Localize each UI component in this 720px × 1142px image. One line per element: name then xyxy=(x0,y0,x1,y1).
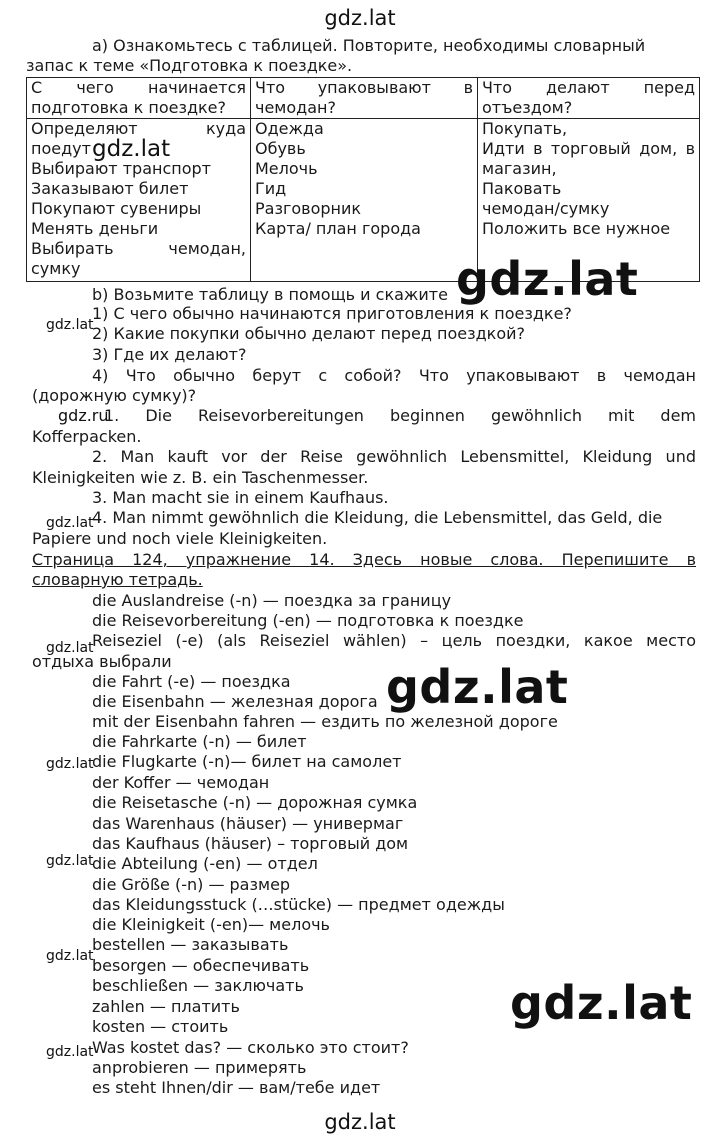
answer-1-line-2: Kofferpacken. xyxy=(32,427,142,446)
watermark-small-1: gdz.lat xyxy=(46,317,94,333)
watermark-small-4: gdz.lat xyxy=(46,756,94,772)
answer-2-line-1: 2. Man kauft vor der Reise gewöhnlich Lebensmittel, Kleidung und xyxy=(92,447,696,466)
answer-3: 3. Man macht sie in einem Kaufhaus. xyxy=(92,488,389,507)
vocab-item: die Reisevorbereitung (-en) — подготовка к поездке xyxy=(92,611,524,630)
table-header-cell xyxy=(478,78,700,119)
cell-line: Покупают сувениры xyxy=(31,199,202,218)
vocab-item: das Kleidungsstuck (…stücke) — предмет одежды xyxy=(92,895,505,914)
watermark-table-overlay: gdz.lat xyxy=(92,136,171,162)
table-header-row xyxy=(27,78,700,119)
cell-line: чемодан/сумку xyxy=(482,199,610,218)
cell-line: Карта/ план города xyxy=(255,219,421,238)
cell-line: Одежда xyxy=(255,119,324,138)
cell-line: Мелочь xyxy=(255,159,318,178)
header-text: С чего начинается xyxy=(31,78,246,97)
vocab-item: Was kostet das? — сколько это стоит? xyxy=(92,1038,409,1057)
watermark-large-3: gdz.lat xyxy=(510,976,693,1030)
watermark-large-1: gdz.lat xyxy=(456,252,639,306)
question-2: 2) Какие покупки обычно делают перед поездкой? xyxy=(92,324,526,343)
vocab-item: die Abteilung (-en) — отдел xyxy=(92,854,318,873)
exercise-heading-line-1: Страница 124, упражнение 14. Здесь новые слова. Перепишите в xyxy=(32,550,696,569)
vocab-item: die Größe (-n) — размер xyxy=(92,875,291,894)
question-4-line-2: (дорожную сумку)? xyxy=(32,386,197,405)
cell-line: Выбирают транспорт xyxy=(31,159,211,178)
cell-line: поедут xyxy=(31,139,91,158)
cell-line: Гид xyxy=(255,179,287,198)
vocab-item: es steht Ihnen/dir — вам/тебе идет xyxy=(92,1078,381,1097)
vocab-item: zahlen — платить xyxy=(92,997,240,1016)
header-text: отъездом? xyxy=(482,98,573,117)
watermark-small-5: gdz.lat xyxy=(46,853,94,869)
intro-line-1: a) Ознакомьтесь с таблицей. Повторите, необходимы словарный xyxy=(92,36,646,55)
vocab-item: beschließen — заключать xyxy=(92,976,304,995)
question-3: 3) Где их делают? xyxy=(92,345,247,364)
cell-line: сумку xyxy=(31,259,81,278)
cell-line: Выбирать чемодан, xyxy=(31,239,246,258)
exercise-heading-line-2: словарную тетрадь. xyxy=(32,570,203,589)
intro-line-2: запас к теме «Подготовка к поездке». xyxy=(26,56,353,75)
watermark-small-2: gdz.lat xyxy=(46,515,94,531)
watermark-small-3: gdz.lat xyxy=(46,640,94,656)
cell-line: Идти в торговый дом, в xyxy=(482,139,695,158)
cell-line: Положить все нужное xyxy=(482,219,671,238)
vocab-item: die Kleinigkeit (-en)— мелочь xyxy=(92,915,330,934)
header-text: Что делают перед xyxy=(482,78,695,97)
cell-line: Менять деньги xyxy=(31,219,159,238)
vocab-item: anprobieren — примерять xyxy=(92,1058,307,1077)
table-header-cell xyxy=(251,78,478,119)
header-text: Что упаковывают в xyxy=(255,78,473,97)
vocab-item: bestellen — заказывать xyxy=(92,935,289,954)
vocab-item: mit der Eisenbahn fahren — ездить по железной дороге xyxy=(92,712,558,731)
vocab-item: отдыха выбрали xyxy=(32,652,172,671)
watermark-ru: gdz.ru xyxy=(58,406,109,425)
question-1: 1) С чего обычно начинаются приготовления к поездке? xyxy=(92,304,572,323)
watermark-bottom: gdz.lat xyxy=(324,1110,396,1134)
header-text: чемодан? xyxy=(255,98,336,117)
vocab-item: die Fahrkarte (-n) — билет xyxy=(92,732,307,751)
vocab-item: das Kaufhaus (häuser) – торговый дом xyxy=(92,834,409,853)
vocab-item: das Warenhaus (häuser) — универмаг xyxy=(92,814,404,833)
vocab-item: die Auslandreise (-n) — поездка за границу xyxy=(92,591,452,610)
table-cell-col2 xyxy=(251,119,478,282)
table-header-cell xyxy=(27,78,251,119)
cell-line: Разговорник xyxy=(255,199,362,218)
header-text: подготовка к поездке? xyxy=(31,98,227,117)
vocab-item: die Flugkarte (-n)— билет на самолет xyxy=(92,752,402,771)
vocab-item: die Eisenbahn — железная дорога xyxy=(92,692,378,711)
answer-4-line-1: 4. Man nimmt gewöhnlich die Kleidung, die Lebensmittel, das Geld, die xyxy=(92,508,663,527)
part-b-intro: b) Возьмите таблицу в помощь и скажите xyxy=(92,285,448,304)
answer-1-line-1: 1. Die Reisevorbereitungen beginnen gewöhnlich mit dem xyxy=(104,406,696,425)
cell-line: Определяют куда xyxy=(31,119,246,138)
cell-line: Заказывают билет xyxy=(31,179,189,198)
vocab-item: kosten — стоить xyxy=(92,1017,229,1036)
cell-line: Обувь xyxy=(255,139,306,158)
answer-4-line-2: Papiere und noch viele Kleinigkeiten. xyxy=(32,529,328,548)
question-4-line-1: 4) Что обычно берут с собой? Что упаковывают в чемодан xyxy=(92,366,696,385)
vocab-item: Reiseziel (-e) (als Reiseziel wählen) – цель поездки, какое место xyxy=(92,631,696,650)
watermark-large-2: gdz.lat xyxy=(386,660,569,714)
cell-line: Покупать, xyxy=(482,119,568,138)
vocab-item: besorgen — обеспечивать xyxy=(92,956,310,975)
watermark-small-7: gdz.lat xyxy=(46,1044,94,1060)
vocab-item: der Koffer — чемодан xyxy=(92,773,270,792)
watermark-small-6: gdz.lat xyxy=(46,948,94,964)
answer-2-line-2: Kleinigkeiten wie z. B. ein Taschenmesser. xyxy=(32,468,369,487)
vocab-item: die Fahrt (-e) — поездка xyxy=(92,672,291,691)
vocab-item: die Reisetasche (-n) — дорожная сумка xyxy=(92,793,418,812)
watermark-top: gdz.lat xyxy=(324,6,396,30)
cell-line: Паковать xyxy=(482,179,562,198)
cell-line: магазин, xyxy=(482,159,557,178)
